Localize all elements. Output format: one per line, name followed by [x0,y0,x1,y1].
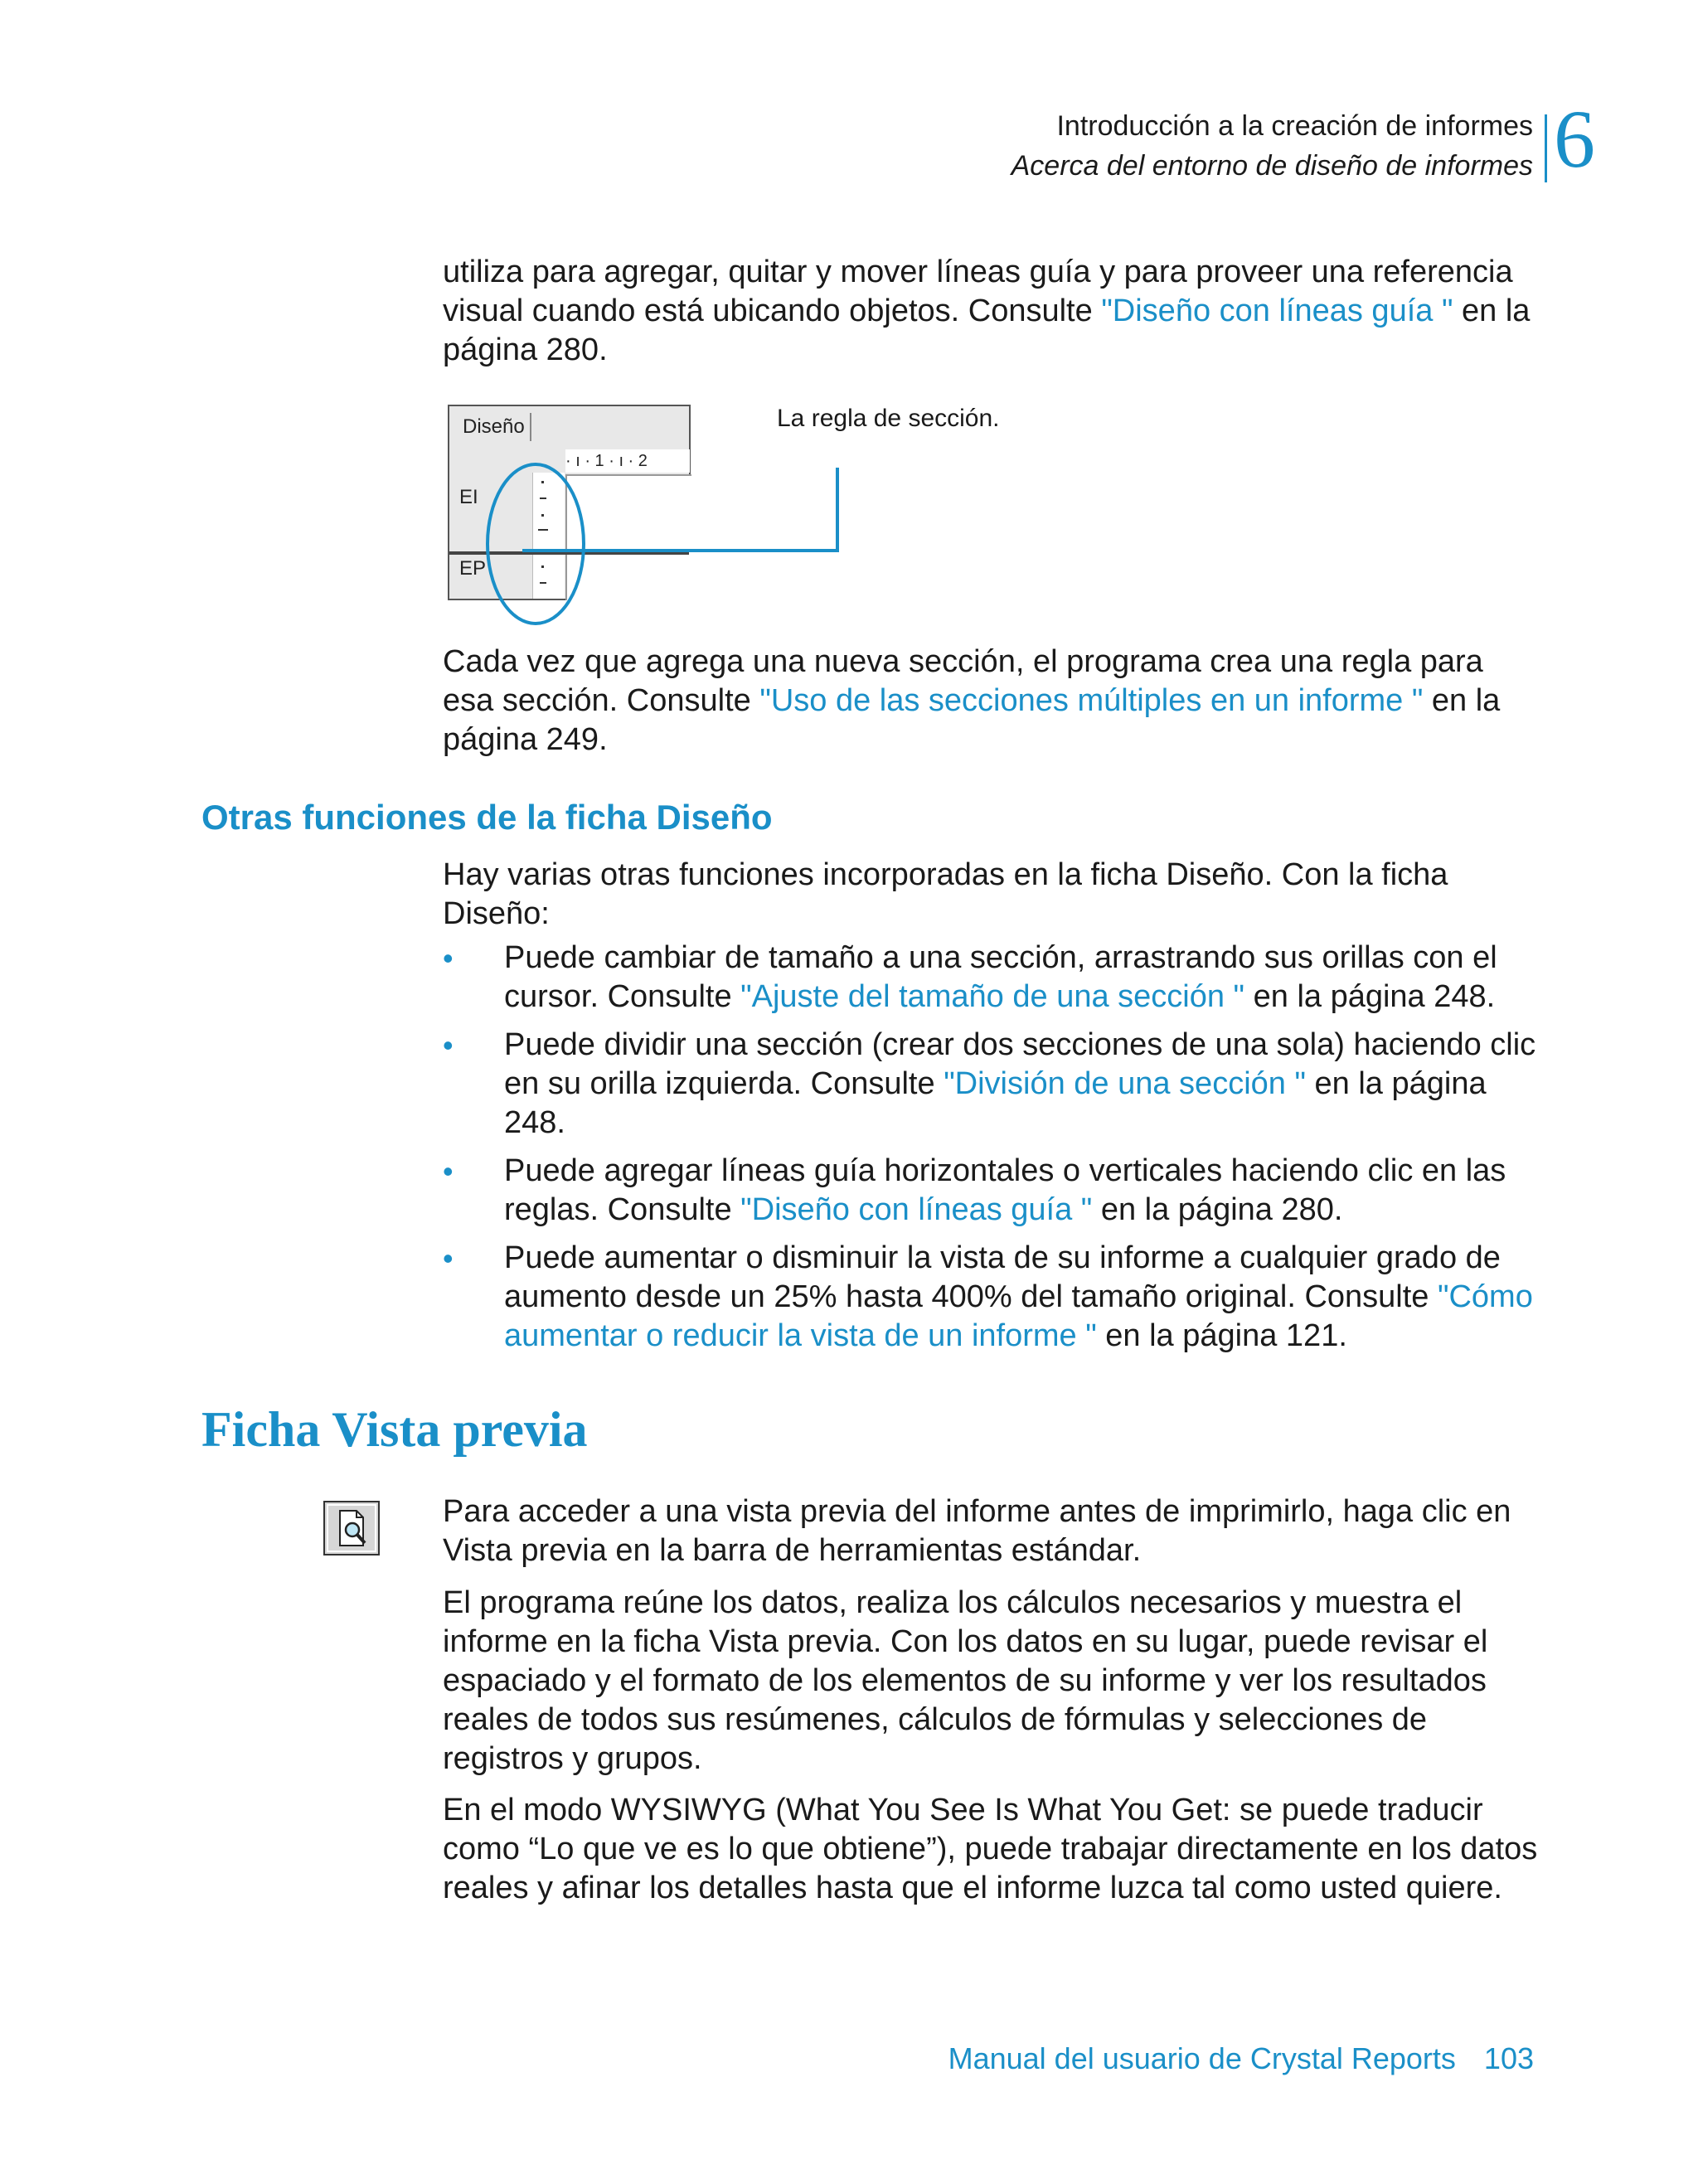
link-multiple-sections[interactable]: "Uso de las secciones múltiples en un informe " [759,683,1424,718]
figure-callout: La regla de sección. [777,405,1000,432]
page-footer [948,2041,1534,2076]
callout-graphic [473,448,846,638]
list-item: • Puede aumentar o disminuir la vista de su informe a cualquier grado de aumento desde un 25% hasta 400% del tamaño original. Consulte "Cómo aumentar o reducir la vista de un informe " en la página 121. [443,1240,1533,1353]
link-split-section[interactable]: "División de una sección " [944,1066,1306,1101]
link-zoom-view[interactable]: "Cómo aumentar o reducir la vista de un informe " [504,1279,1533,1353]
section-label-ei: EI [459,486,478,508]
bullet-icon: • [443,1154,454,1188]
sections-paragraph: Cada vez que agrega una nueva sección, el programa crea una regla para esa sección. Consulte "Uso de las secciones múltiples en un informe " en la página 249. [443,644,1501,757]
preview-paragraph-2: El programa reúne los datos, realiza los cálculos necesarios y muestra el informe en la ficha Vista previa. Con los datos en su lugar, puede revisar el espaciado y el formato de los elementos de su informe y ver los resultados reales de todos sus resúmenes, cálculos de fórmulas y selecciones de registros y grupos. [443,1585,1488,1776]
link-design-guidelines[interactable]: "Diseño con líneas guía " [1101,294,1453,328]
footer-title: Manual del usuario de Crystal Reports [948,2041,1456,2075]
design-tab: Diseño [458,413,531,441]
functions-list [443,939,1537,1365]
bullet-icon: • [443,941,454,975]
intro-paragraph: utiliza para agregar, quitar y mover líneas guía y para proveer una referencia visual cuando está ubicando objetos. Consulte "Diseño con líneas guía " en la página 280. [443,255,1531,367]
running-header-chapter: Introducción a la creación de informes [1056,110,1533,142]
highlight-circle [488,464,584,624]
page-number: 103 [1483,2041,1534,2075]
subheading-other-functions: Otras funciones de la ficha Diseño [201,798,773,837]
list-item: • Puede dividir una sección (crear dos secciones de una sola) haciendo clic en su orilla izquierda. Consulte "División de una sección " en la página 248. [443,1027,1536,1140]
list-item: • Puede agregar líneas guía horizontales o verticales haciendo clic en las reglas. Consulte "Diseño con líneas guía " en la página 280. [443,1153,1506,1227]
other-functions-intro: Hay varias otras funciones incorporadas en la ficha Diseño. Con la ficha Diseño: [443,857,1448,931]
list-item: • Puede cambiar de tamaño a una sección, arrastrando sus orillas con el cursor. Consulte "Ajuste del tamaño de una sección " en la página 248. [443,940,1497,1014]
preview-paragraph-1: Para acceder a una vista previa del informe antes de imprimirlo, haga clic en Vista previa en la barra de herramientas estándar. [443,1494,1511,1568]
bullet-icon: • [443,1241,454,1275]
running-header-section: Acerca del entorno de diseño de informes [1011,150,1533,182]
link-resize-section[interactable]: "Ajuste del tamaño de una sección " [740,979,1245,1014]
header-divider [1545,114,1547,182]
link-design-guidelines-2[interactable]: "Diseño con líneas guía " [740,1192,1093,1227]
horizontal-ruler: · ı · 1 · ı · 2 [565,449,690,473]
bullet-icon: • [443,1028,454,1062]
preview-paragraph-3: En el modo WYSIWYG (What You See Is What You Get: se puede traducir como “Lo que ve es lo que obtiene”), puede trabajar directamente en los datos reales y afinar los detalles hasta que el informe luzca tal como usted quiere. [443,1793,1538,1905]
callout-leader-line [522,468,837,551]
print-preview-icon [323,1501,380,1555]
heading-preview-tab: Ficha Vista previa [201,1402,588,1457]
section-label-ep: EP [459,557,487,580]
chapter-number: 6 [1554,93,1595,185]
